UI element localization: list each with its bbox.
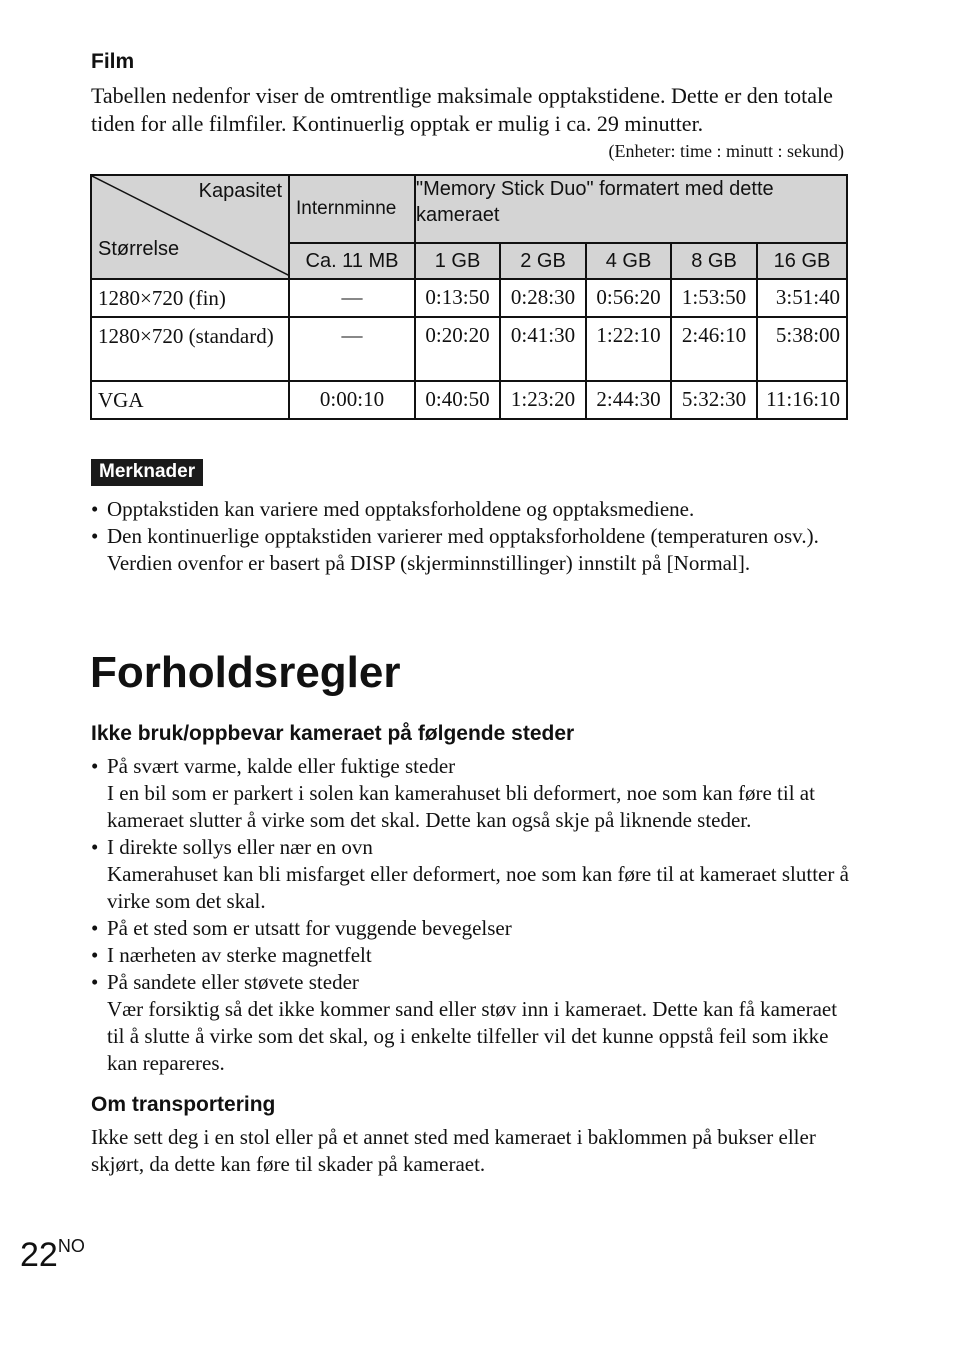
table-cell: 1:53:50 — [671, 279, 757, 317]
table-cell: 0:40:50 — [415, 381, 500, 419]
list-item: • Opptakstiden kan variere med opptaksforholdene og opptaksmediene. — [91, 496, 831, 523]
capacity-label: Kapasitet — [198, 180, 282, 202]
capacity-2gb: 2 GB — [500, 243, 586, 279]
item-title: • I nærheten av sterke magnetfelt — [107, 943, 372, 967]
transport-heading: Om transportering — [91, 1093, 276, 1116]
film-heading: Film — [91, 50, 135, 73]
capacity-4gb: 4 GB — [586, 243, 671, 279]
item-detail: Vær forsiktig så det ikke kommer sand eller støv inn i kameraet. Dette kan få kameraet til å slutte å virke som det skal, og i enkelte tilfeller vil det kunne oppstå feil som ikke kan repareres. — [107, 997, 838, 1075]
table-cell: 1:23:20 — [500, 381, 586, 419]
row-label: VGA — [91, 381, 289, 419]
item-title: • På sandete eller støvete steder — [107, 970, 359, 994]
table-cell: 2:44:30 — [586, 381, 671, 419]
row-label — [91, 317, 289, 381]
table-cell: 0:00:10 — [289, 381, 415, 419]
transport-text: Ikke sett deg i en stol eller på et annet sted med kameraet i baklommen på bukser eller skjørt, da dette kan føre til skader på kameraet. — [91, 1125, 816, 1176]
item-detail: I en bil som er parkert i solen kan kamerahuset bli deformert, noe som kan føre til at kameraet slutter å virke som det skal. Dette kan også skje på liknende steder. — [107, 781, 815, 832]
table-cell: 5:38:00 — [757, 317, 847, 381]
table-cell: 0:13:50 — [415, 279, 500, 317]
table-cell: 2:46:10 — [671, 317, 757, 381]
places-list — [91, 753, 851, 1077]
table-cell: 5:32:30 — [671, 381, 757, 419]
page-language-code: NO — [57, 1236, 85, 1256]
list-item — [91, 834, 851, 915]
corner-cell — [91, 175, 289, 279]
places-heading: Ikke bruk/oppbevar kameraet på følgende steder — [91, 722, 575, 745]
table-row — [91, 317, 847, 381]
table-cell: 0:41:30 — [500, 317, 586, 381]
size-label: Størrelse — [98, 238, 180, 260]
table-row — [91, 279, 847, 317]
table-cell: 3:51:40 — [757, 279, 847, 317]
internal-size: Ca. 11 MB — [289, 243, 415, 279]
row-label-text: 1280×720 (standard) — [98, 324, 274, 348]
notes-badge: Merknader — [91, 459, 203, 486]
recording-time-table — [90, 174, 848, 420]
page-number — [20, 1236, 85, 1275]
film-intro: Tabellen nedenfor viser de omtrentlige maksimale opptakstidene. Dette er den totale tiden for alle filmfiler. Kontinuerlig opptak er mulig i ca. 29 minutter. — [91, 83, 833, 136]
row-label: 1280×720 (fin) — [91, 279, 289, 317]
table-cell: 11:16:10 — [757, 381, 847, 419]
table-cell: 0:28:30 — [500, 279, 586, 317]
list-item — [91, 915, 851, 942]
capacity-8gb: 8 GB — [671, 243, 757, 279]
notes-list — [91, 496, 831, 577]
table-cell: 1:22:10 — [586, 317, 671, 381]
capacity-16gb: 16 GB — [757, 243, 847, 279]
item-title: • På svært varme, kalde eller fuktige steder — [107, 754, 456, 778]
list-item — [91, 942, 851, 969]
list-item — [91, 969, 851, 1077]
table-cell: 0:20:20 — [415, 317, 500, 381]
capacity-1gb: 1 GB — [415, 243, 500, 279]
table-cell: — — [289, 317, 415, 381]
table-cell: 0:56:20 — [586, 279, 671, 317]
page-number-value: 22 — [20, 1236, 58, 1274]
page-title: Forholdsregler — [90, 648, 401, 697]
item-detail: Kamerahuset kan bli misfarget eller deformert, noe som kan føre til at kameraet slutter å virke som det skal. — [107, 862, 849, 913]
item-title: • I direkte sollys eller nær en ovn — [107, 835, 373, 859]
table-cell: — — [289, 279, 415, 317]
table-row — [91, 381, 847, 419]
internal-memory-header: Internminne — [289, 175, 415, 243]
units-note: (Enheter: time : minutt : sekund) — [608, 141, 844, 161]
memory-stick-header: "Memory Stick Duo" formatert med dette kameraet — [415, 175, 847, 243]
list-item: • Den kontinuerlige opptakstiden varierer med opptaksforholdene (temperaturen osv.). Verdien ovenfor er basert på DISP (skjerminnstillinger) innstilt på [Normal]. — [91, 523, 831, 577]
item-title: • På et sted som er utsatt for vuggende bevegelser — [107, 916, 512, 940]
list-item — [91, 753, 851, 834]
